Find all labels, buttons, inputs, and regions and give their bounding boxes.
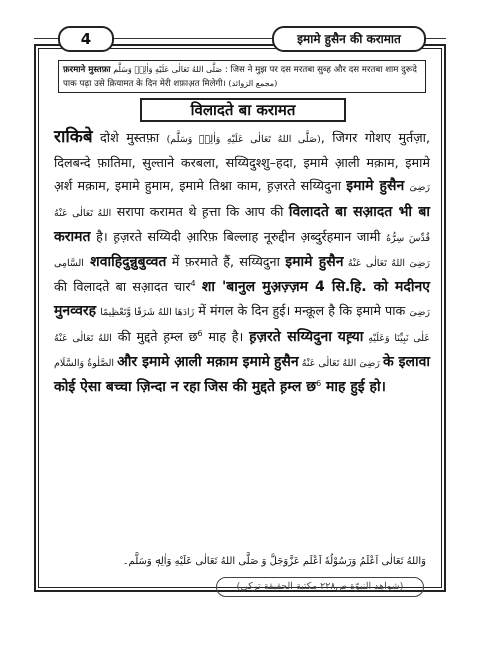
body-text: शा 'बानुल मुअ़ज़्ज़म 4 सि.हि. को मदीनए मुनव्वरह [54,279,430,320]
body-text: दोशे मुस्तफ़ा [92,130,167,145]
chapter-title: विलादते बा करामत [140,98,346,122]
hadith-source: (مجمع الزوائد) [228,79,278,88]
hadith-label: फ़रमाने मुस्तफ़ा [63,65,111,75]
body-paragraph [54,126,430,399]
body-text: की विलादते बा सआ़दत चार [54,279,191,295]
body-text: मुर्तज़ा, दिलबन्दे फ़ातिमा, सुल्ताने करबला, सय्यिदुश्शु–हदा, [54,130,430,171]
body-text: की मुद्दते ह़म्ल छ [111,328,198,344]
body-text: यह़्या [337,328,364,345]
page-number: 4 [58,26,114,52]
body-text: इमामे हुसैन [285,254,344,271]
source-reference: (شواهد النبوّة ص۲۲۸ مكتبة الحقيقة تركي) [216,577,424,597]
arabic-honorific: رَضِىَ اللهُ تَعَالٰى عَنْهُ [54,182,430,219]
body-text: इमामे आ़ली मक़ाम, इमामे अ़र्श मक़ाम, इमामे हुमाम, इमामे [54,155,430,194]
body-text: हुसैन [273,353,299,370]
arabic-honorific: رَضِىَ اللهُ تَعَالٰى عَنْهُ [54,307,430,344]
hadith-text: : जिस ने मुझ पर दस मरतबा सुब्ह और दस मरतबा शाम दुरूदे पाक पढ़ा उसे क़ियामत के दिन मेरी शफ़ाअ़त मिलेगी। [63,65,417,89]
body-text: करामत [54,228,91,245]
body-text: ह़ज़रते सय्यिदुना [249,328,332,345]
body-text: शवाहिदुन्नुबुव्वत [83,254,167,271]
body-text: विलादते बा सआ़दत भी बा [288,203,430,220]
arabic-honorific: عَلٰى نَبِيِّنَا وَعَلَيْهِ الصَّلٰوةُ وَالسَّلَام [54,332,430,369]
superscript: 6 [197,328,203,338]
arabic-honorific: رَضِىَ اللهُ تَعَالٰى عَنْهُ [343,258,430,270]
body-text: राकिबे [54,127,93,147]
body-text: इमामे हुसैन [346,178,405,195]
hadith-honorific: صَلَّى اللهُ تَعَالٰى عَلَيْهِ وَاٰلِهٖ وَسَلَّم [113,65,223,74]
body-text: जामी [356,228,387,244]
body-text: तिश्ना काम, ह़ज़रते सय्यिदुना [209,178,347,194]
body-text: सरापा [111,203,145,219]
body-text: के इलावा कोई ऐसा बच्चा ज़िन्दा न रहा [54,353,431,396]
body-text: में मंगल के दिन हुई। मन्क़ूल है कि इमामे पाक [194,303,406,319]
arabic-honorific: قُدِّسَ سِرُّهُ السَّامِى [54,232,430,270]
superscript: 4 [190,278,196,288]
body-text: माह है। [202,328,250,344]
arabic-honorific: زَادَهَا اللهُ شَرَفًا وَّتَعْظِيمًا [100,307,195,319]
arabic-honorific: رَضِىَ اللهُ تَعَالٰى عَنْهُ [298,357,383,369]
body-text: जिस की मुद्दते ह़म्ल छ [204,379,317,396]
body-text: माह हुई हो। [321,379,386,396]
body-text: और इमामे आ़ली मक़ाम इमामे [117,353,270,370]
closing-formula: وَاللهُ تَعَالٰى اَعْلَمُ وَرَسُوْلُهٗ اَعْلَم عَزَّوَجَلَّ وَ صَلَّى اللهُ تَعَالٰى عَلَيْهِ وَاٰلِهٖ وَسَلَّم۔ [122,556,426,567]
hadith-box [58,60,426,93]
body-text: , जिगर गोशए [320,130,391,145]
body-text: है। ह़ज़रते सय्यिदी आ़रिफ़ बिल्लाह नूरुद्दीन अ़ब्दुर्रहमान [90,228,352,244]
running-title: इमामे हुसैन की करामात [272,26,426,52]
arabic-honorific: (صَلَّى اللهُ تَعَالٰى عَلَيْهِ وَاٰلِهٖ وَسَلَّم) [166,134,321,145]
body-text: में फ़रमाते हैं, सय्यिदुना [166,254,280,270]
superscript: 6 [316,378,322,388]
body-text: करामत थे ह़त्ता कि आप की [149,203,289,219]
